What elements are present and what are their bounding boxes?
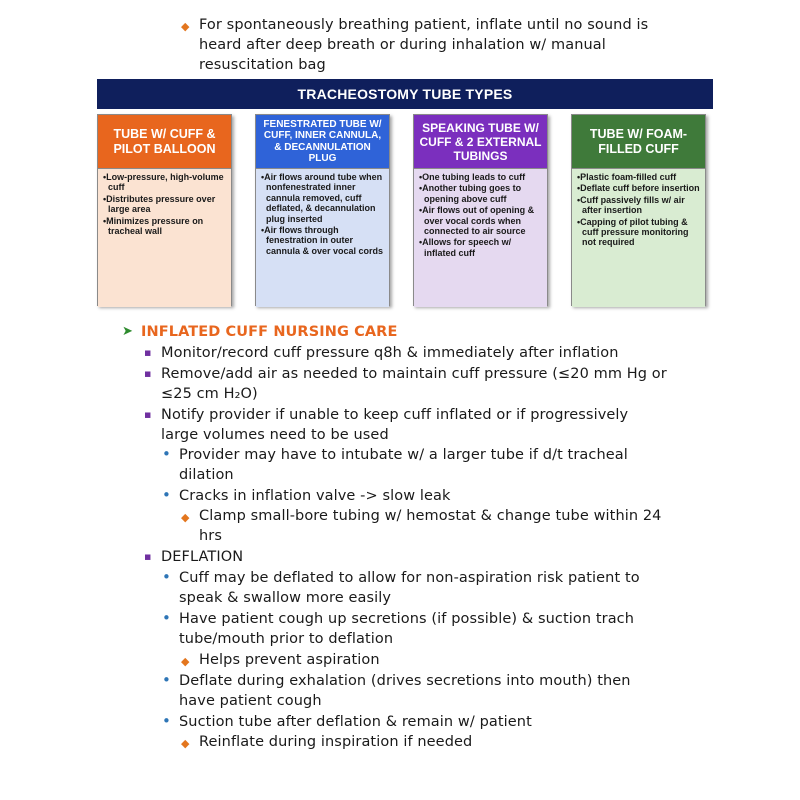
card-title: FENESTRATED TUBE W/ CUFF, INNER CANNULA, & DECANNULATION PLUG xyxy=(256,115,389,169)
card-title: TUBE W/ FOAM-FILLED CUFF xyxy=(572,115,705,169)
care-line: dilation xyxy=(179,467,234,483)
card-item: • Air flows out of opening & over vocal cords when connected to air source xyxy=(419,205,543,236)
section-heading: INFLATED CUFF NURSING CARE xyxy=(141,324,398,340)
card-item: • Air flows through fenestration in outer cannula & over vocal cords xyxy=(261,225,385,256)
care-line: ≤25 cm H₂O) xyxy=(161,386,258,402)
intro-text-line: resuscitation bag xyxy=(199,57,326,73)
square-bullet-icon: ▪ xyxy=(144,550,152,563)
card-item: • Distributes pressure over large area xyxy=(103,194,227,215)
tube-types-banner: TRACHEOSTOMY TUBE TYPES xyxy=(97,79,713,109)
diamond-bullet-icon: ◆ xyxy=(181,655,190,668)
care-line: Helps prevent aspiration xyxy=(199,652,380,668)
card-body xyxy=(572,169,705,307)
care-line: Reinflate during inspiration if needed xyxy=(199,734,473,750)
deflation-heading: DEFLATION xyxy=(161,549,244,565)
diamond-bullet-icon: ◆ xyxy=(181,737,190,750)
arrow-bullet-icon: ➤ xyxy=(122,324,133,339)
square-bullet-icon: ▪ xyxy=(144,408,152,421)
card-item: • One tubing leads to cuff xyxy=(419,172,543,182)
card-item: • Capping of pilot tubing & cuff pressure monitoring not required xyxy=(577,217,701,248)
care-line: hrs xyxy=(199,528,223,544)
card-body xyxy=(414,169,547,307)
card-item: • Low-pressure, high-volume cuff xyxy=(103,172,227,193)
dot-bullet-icon: • xyxy=(162,486,171,504)
card-fenestrated-tube xyxy=(255,114,390,306)
card-item: • Another tubing goes to opening above cuff xyxy=(419,183,543,204)
dot-bullet-icon: • xyxy=(162,568,171,586)
intro-text-line: For spontaneously breathing patient, inflate until no sound is xyxy=(199,17,649,33)
care-line: Deflate during exhalation (drives secretions into mouth) then xyxy=(179,673,631,689)
dot-bullet-icon: • xyxy=(162,445,171,463)
care-line: Cracks in inflation valve -> slow leak xyxy=(179,488,451,504)
square-bullet-icon: ▪ xyxy=(144,367,152,380)
care-line: large volumes need to be used xyxy=(161,427,389,443)
card-item: • Plastic foam-filled cuff xyxy=(577,172,701,182)
card-item: • Minimizes pressure on tracheal wall xyxy=(103,216,227,237)
care-line: Cuff may be deflated to allow for non-aspiration risk patient to xyxy=(179,570,640,586)
card-speaking-tube xyxy=(413,114,548,306)
card-item: • Deflate cuff before insertion xyxy=(577,183,701,193)
care-line: Suction tube after deflation & remain w/ patient xyxy=(179,714,532,730)
card-body xyxy=(98,169,231,307)
care-line: Clamp small-bore tubing w/ hemostat & change tube within 24 xyxy=(199,508,662,524)
card-body xyxy=(256,169,389,307)
care-line: Monitor/record cuff pressure q8h & immediately after inflation xyxy=(161,345,619,361)
care-line: Remove/add air as needed to maintain cuff pressure (≤20 mm Hg or xyxy=(161,366,667,382)
card-item: • Air flows around tube when nonfenestrated inner cannula removed, cuff deflated, & decannulation plug inserted xyxy=(261,172,385,224)
card-title: SPEAKING TUBE W/ CUFF & 2 EXTERNAL TUBINGS xyxy=(414,115,547,169)
care-line: Provider may have to intubate w/ a larger tube if d/t tracheal xyxy=(179,447,628,463)
card-cuff-pilot-balloon xyxy=(97,114,232,306)
dot-bullet-icon: • xyxy=(162,671,171,689)
card-foam-filled-cuff xyxy=(571,114,706,306)
care-line: tube/mouth prior to deflation xyxy=(179,631,394,647)
card-title: TUBE W/ CUFF & PILOT BALLOON xyxy=(98,115,231,169)
card-item: • Cuff passively fills w/ air after insertion xyxy=(577,195,701,216)
dot-bullet-icon: • xyxy=(162,712,171,730)
intro-text-line: heard after deep breath or during inhalation w/ manual xyxy=(199,37,606,53)
dot-bullet-icon: • xyxy=(162,609,171,627)
care-line: have patient cough xyxy=(179,693,322,709)
square-bullet-icon: ▪ xyxy=(144,346,152,359)
care-line: speak & swallow more easily xyxy=(179,590,392,606)
card-item: • Allows for speech w/ inflated cuff xyxy=(419,237,543,258)
care-line: Notify provider if unable to keep cuff inflated or if progressively xyxy=(161,407,629,423)
diamond-bullet-icon: ◆ xyxy=(181,511,190,524)
diamond-bullet-icon: ◆ xyxy=(181,20,190,33)
care-line: Have patient cough up secretions (if possible) & suction trach xyxy=(179,611,635,627)
